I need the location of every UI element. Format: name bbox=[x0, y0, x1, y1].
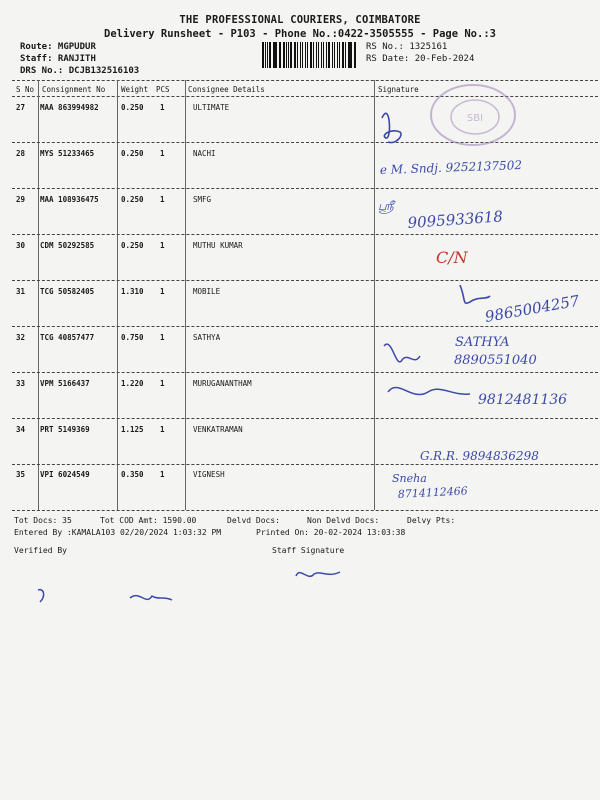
barcode-bar bbox=[334, 42, 335, 68]
handwriting-row-31: 9865004257 bbox=[483, 291, 581, 326]
handwriting-row-29a: ஸ்ரீ bbox=[378, 199, 394, 213]
row-consignment: MAA 108936475 bbox=[40, 195, 99, 204]
col-divider bbox=[117, 80, 118, 510]
barcode-bar bbox=[345, 42, 346, 68]
barcode-bar bbox=[328, 42, 330, 68]
row-pcs: 1 bbox=[160, 470, 165, 479]
row-consignment: VPI 6024549 bbox=[40, 470, 90, 479]
table-top-rule bbox=[12, 80, 598, 81]
row-consignment: MYS 51233465 bbox=[40, 149, 95, 158]
company-title: THE PROFESSIONAL COURIERS, COIMBATORE bbox=[179, 14, 421, 26]
barcode-bar bbox=[279, 42, 280, 68]
staff-signature-scribble bbox=[296, 572, 340, 576]
col-header-signature: Signature bbox=[378, 85, 419, 94]
row-pcs: 1 bbox=[160, 287, 165, 296]
row-consignee: NACHI bbox=[193, 149, 216, 158]
row-sno: 34 bbox=[16, 425, 26, 434]
rubber-stamp bbox=[428, 82, 518, 148]
barcode bbox=[262, 42, 358, 68]
rs-number: RS No.: 1325161 bbox=[366, 42, 448, 52]
row-rule bbox=[12, 372, 598, 373]
row-weight: 1.125 bbox=[121, 425, 144, 434]
handwriting-row-32b: 8890551040 bbox=[454, 353, 537, 368]
barcode-bar bbox=[355, 42, 356, 68]
barcode-bar bbox=[302, 42, 304, 68]
handwriting-row-35b: 8714112466 bbox=[397, 484, 469, 501]
row-consignment: MAA 863994982 bbox=[40, 103, 99, 112]
staff-label: Staff: RANJITH bbox=[20, 54, 96, 64]
entered-by: Entered By :KAMALA103 02/20/2024 1:03:32 PM bbox=[14, 528, 222, 537]
col-divider bbox=[185, 80, 186, 510]
row-sno: 29 bbox=[16, 195, 26, 204]
barcode-bar bbox=[305, 42, 306, 68]
delivered-docs: Delvd Docs: bbox=[227, 516, 280, 525]
barcode-bar bbox=[323, 42, 325, 68]
svg-text:SBI: SBI bbox=[466, 113, 484, 124]
route-label: Route: MGPUDUR bbox=[20, 42, 96, 52]
handwriting-row-34: G.R.R. 9894836298 bbox=[420, 449, 539, 463]
row-consignee: MURUGANANTHAM bbox=[193, 379, 252, 388]
barcode-bar bbox=[354, 42, 355, 68]
row-consignee: SMFG bbox=[193, 195, 212, 204]
barcode-bar bbox=[321, 42, 322, 68]
runsheet-subtitle: Delivery Runsheet - P103 - Phone No.:0422-3505555 - Page No.:3 bbox=[104, 28, 496, 40]
barcode-bar bbox=[348, 42, 349, 68]
row-consignee: MUTHU KUMAR bbox=[193, 241, 243, 250]
row-weight: 0.250 bbox=[121, 103, 144, 112]
barcode-bar bbox=[269, 42, 271, 68]
row-rule bbox=[12, 418, 598, 419]
barcode-bar bbox=[265, 42, 266, 68]
row-rule bbox=[12, 464, 598, 465]
signature-scribble bbox=[382, 113, 401, 142]
row-consignee: VIGNESH bbox=[193, 470, 225, 479]
signature-scribble bbox=[388, 387, 470, 394]
table-bottom-rule bbox=[12, 510, 598, 511]
row-weight: 0.250 bbox=[121, 241, 144, 250]
row-consignee: MOBILE bbox=[193, 287, 221, 296]
barcode-bar bbox=[349, 42, 351, 68]
row-rule bbox=[12, 280, 598, 281]
row-rule bbox=[12, 188, 598, 189]
barcode-bar bbox=[290, 42, 292, 68]
row-consignment: TCG 40857477 bbox=[40, 333, 95, 342]
row-pcs: 1 bbox=[160, 379, 165, 388]
row-rule bbox=[12, 326, 598, 327]
barcode-bar bbox=[313, 42, 314, 68]
barcode-bar bbox=[283, 42, 285, 68]
row-weight: 0.750 bbox=[121, 333, 144, 342]
barcode-bar bbox=[318, 42, 319, 68]
row-sno: 28 bbox=[16, 149, 26, 158]
row-weight: 1.310 bbox=[121, 287, 144, 296]
signature-scribble bbox=[460, 285, 490, 303]
row-pcs: 1 bbox=[160, 195, 165, 204]
handwriting-row-30: C/N bbox=[436, 248, 468, 267]
total-cod-amount: Tot COD Amt: 1590.00 bbox=[100, 516, 197, 525]
row-weight: 0.250 bbox=[121, 149, 144, 158]
barcode-bar bbox=[267, 42, 268, 68]
col-header-weight: Weight bbox=[121, 85, 149, 94]
barcode-bar bbox=[273, 42, 274, 68]
verified-signature bbox=[38, 590, 44, 602]
handwriting-row-35a: Sneha bbox=[392, 472, 427, 485]
barcode-bar bbox=[280, 42, 281, 68]
drs-number: DRS No.: DCJB132516103 bbox=[20, 66, 140, 76]
row-sno: 35 bbox=[16, 470, 26, 479]
handwriting-row-28: e M. Sndj. 9252137502 bbox=[379, 158, 523, 177]
col-header-pcs: PCS bbox=[156, 85, 170, 94]
verified-by-label: Verified By bbox=[14, 546, 67, 555]
row-consignee: ULTIMATE bbox=[193, 103, 230, 112]
barcode-bar bbox=[297, 42, 298, 68]
col-header-sno: S No bbox=[16, 85, 35, 94]
handwriting-row-33: 9812481136 bbox=[478, 392, 568, 408]
barcode-bar bbox=[286, 42, 287, 68]
col-divider bbox=[374, 80, 375, 510]
handwriting-row-29b: 9095933618 bbox=[407, 207, 504, 232]
row-consignment: VPM 5166437 bbox=[40, 379, 90, 388]
verified-signature bbox=[130, 596, 172, 600]
col-header-consignee: Consignee Details bbox=[188, 85, 265, 94]
barcode-bar bbox=[326, 42, 327, 68]
barcode-bar bbox=[310, 42, 312, 68]
row-sno: 31 bbox=[16, 287, 26, 296]
row-pcs: 1 bbox=[160, 241, 165, 250]
row-rule bbox=[12, 234, 598, 235]
total-docs: Tot Docs: 35 bbox=[14, 516, 72, 525]
barcode-bar bbox=[300, 42, 301, 68]
row-consignment: TCG 50582405 bbox=[40, 287, 95, 296]
barcode-bar bbox=[316, 42, 318, 68]
barcode-bar bbox=[342, 42, 344, 68]
rs-date: RS Date: 20-Feb-2024 bbox=[366, 54, 475, 64]
row-weight: 0.350 bbox=[121, 470, 144, 479]
row-consignment: CDM 50292585 bbox=[40, 241, 95, 250]
barcode-bar bbox=[307, 42, 308, 68]
barcode-bar bbox=[339, 42, 340, 68]
barcode-bar bbox=[262, 42, 264, 68]
row-sno: 33 bbox=[16, 379, 26, 388]
col-header-consignment: Consignment No bbox=[42, 85, 106, 94]
row-consignment: PRT 5149369 bbox=[40, 425, 90, 434]
row-consignee: SATHYA bbox=[193, 333, 221, 342]
barcode-bar bbox=[288, 42, 289, 68]
staff-signature-label: Staff Signature bbox=[272, 546, 345, 555]
row-consignee: VENKATRAMAN bbox=[193, 425, 243, 434]
row-pcs: 1 bbox=[160, 425, 165, 434]
barcode-bar bbox=[337, 42, 339, 68]
handwriting-row-32a: SATHYA bbox=[455, 335, 510, 350]
row-sno: 27 bbox=[16, 103, 26, 112]
row-sno: 32 bbox=[16, 333, 26, 342]
row-weight: 0.250 bbox=[121, 195, 144, 204]
printed-on: Printed On: 20-02-2024 13:03:38 bbox=[256, 528, 406, 537]
non-delivered-docs: Non Delvd Docs: bbox=[307, 516, 380, 525]
signature-scribble bbox=[384, 344, 420, 362]
row-weight: 1.220 bbox=[121, 379, 144, 388]
row-pcs: 1 bbox=[160, 333, 165, 342]
row-pcs: 1 bbox=[160, 103, 165, 112]
col-divider bbox=[38, 80, 39, 510]
row-pcs: 1 bbox=[160, 149, 165, 158]
barcode-bar bbox=[332, 42, 333, 68]
barcode-bar bbox=[274, 42, 276, 68]
barcode-bar bbox=[294, 42, 296, 68]
delivery-points: Delvy Pts: bbox=[407, 516, 456, 525]
row-sno: 30 bbox=[16, 241, 26, 250]
